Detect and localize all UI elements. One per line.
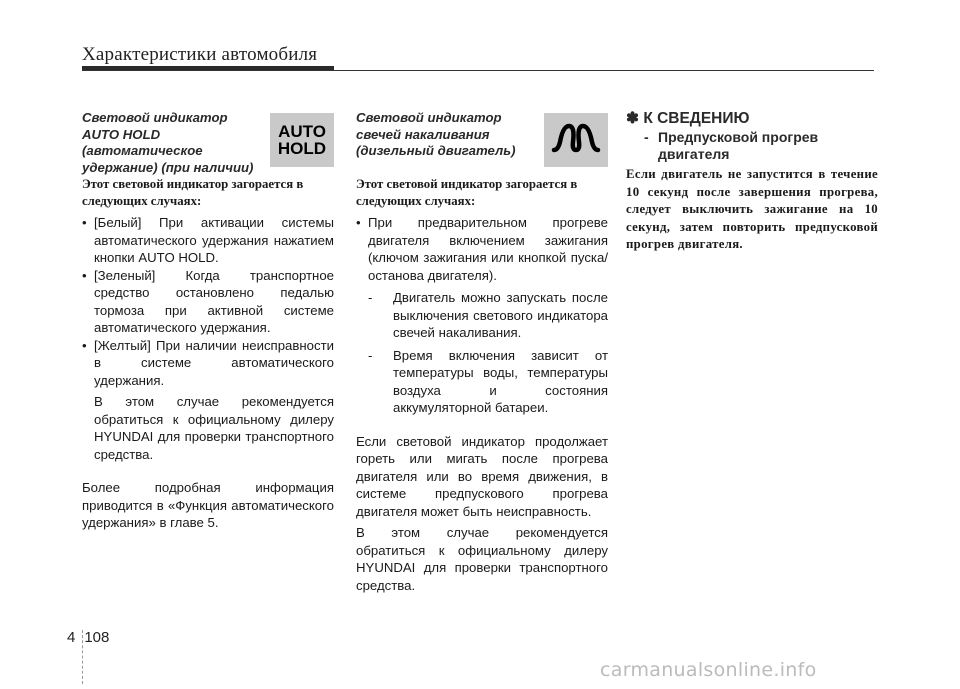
sub-item [368, 289, 608, 342]
note-symbol-icon: ✽ [626, 110, 639, 127]
glow-plug-coil-icon [550, 120, 602, 160]
note-title: К СВЕДЕНИЮ [643, 110, 750, 127]
sub-item [368, 347, 608, 417]
bullet-item: • При предварительном прогреве двигателя включением зажигания (ключом зажигания или кнопкой пуска/останова двигателя). [356, 214, 608, 284]
bullet-item: • [Желтый] При наличии неисправности в системе автоматического удержания. [82, 337, 334, 390]
title-line: Световой индикатор [356, 110, 502, 125]
column-auto-hold [82, 110, 334, 532]
section-number: 4 [67, 629, 76, 646]
title-line: AUTO HOLD [82, 126, 161, 142]
title-line: (дизельный двигатель) [356, 143, 516, 158]
auto-hold-title [82, 110, 267, 176]
glow-plug-heading [356, 110, 608, 172]
note-subheading [630, 129, 878, 163]
column-note [626, 110, 878, 254]
bullet-item: • [Зеленый] Когда транспортное средство остановлено педалью тормоза при активной системе автоматического удержания. [82, 267, 334, 337]
auto-hold-heading [82, 110, 334, 175]
title-line: Световой индикатор [82, 110, 228, 125]
paragraph: Если световой индикатор продолжает гореть или мигать после прогрева двигателя или во время движения, в системе предпускового прогрева двигателя может быть неисправность. [356, 433, 608, 519]
watermark: carmanualsonline.info [600, 659, 817, 681]
bullet-item: • [Белый] При активации системы автоматического удержания нажатием кнопки AUTO HOLD. [82, 214, 334, 267]
title-line: свечей накаливания [356, 126, 490, 142]
header-rule [82, 70, 874, 71]
sub-item-text: Время включения зависит от температуры воды, температуры воздуха и состояния аккумуляторной батареи. [393, 347, 608, 415]
dash-mark: - [368, 347, 373, 363]
dash-mark: - [644, 129, 649, 145]
page-number-value: 108 [84, 629, 110, 646]
note-body: Если двигатель не запустится в течение 10 секунд после завершения прогрева, следует выключить зажигание на 10 секунд, затем повторить предпусковой прогрев двигателя. [626, 167, 878, 251]
auto-hold-icon-line1: AUTO [278, 122, 326, 141]
paragraph: В этом случае рекомендуется обратиться к официальному дилеру HYUNDAI для проверки транспортного средства. [356, 525, 608, 593]
auto-hold-icon [270, 113, 334, 167]
auto-hold-icon-line2: HOLD [277, 139, 327, 158]
page-header-title: Характеристики автомобиля [82, 44, 318, 65]
dash-mark: - [368, 290, 373, 305]
glow-plug-title [356, 110, 541, 160]
more-info-paragraph: Более подробная информация приводится в «Функция автоматического удержания» в главе 5. [82, 480, 334, 530]
sub-item-text: Двигатель можно запускать после выключения светового индикатора свечей накаливания. [393, 290, 608, 340]
page-number [67, 629, 109, 646]
title-line: (автоматическое [82, 143, 203, 158]
auto-hold-intro: Этот световой индикатор загорается в следующих случаях: [82, 177, 304, 208]
column-glow-plug [356, 110, 608, 594]
glow-plug-intro: Этот световой индикатор загорается в следующих случаях: [356, 177, 578, 208]
title-line: удержание) (при наличии) [82, 159, 254, 175]
note-subheading-line: Предпусковой прогрев [658, 129, 819, 145]
bullet-followup: В этом случае рекомендуется обратиться к официальному дилеру HYUNDAI для проверки транспортного средства. [94, 394, 334, 462]
note-heading [626, 110, 878, 128]
note-subheading-line: двигателя [658, 146, 730, 162]
glow-plug-icon [544, 113, 608, 167]
